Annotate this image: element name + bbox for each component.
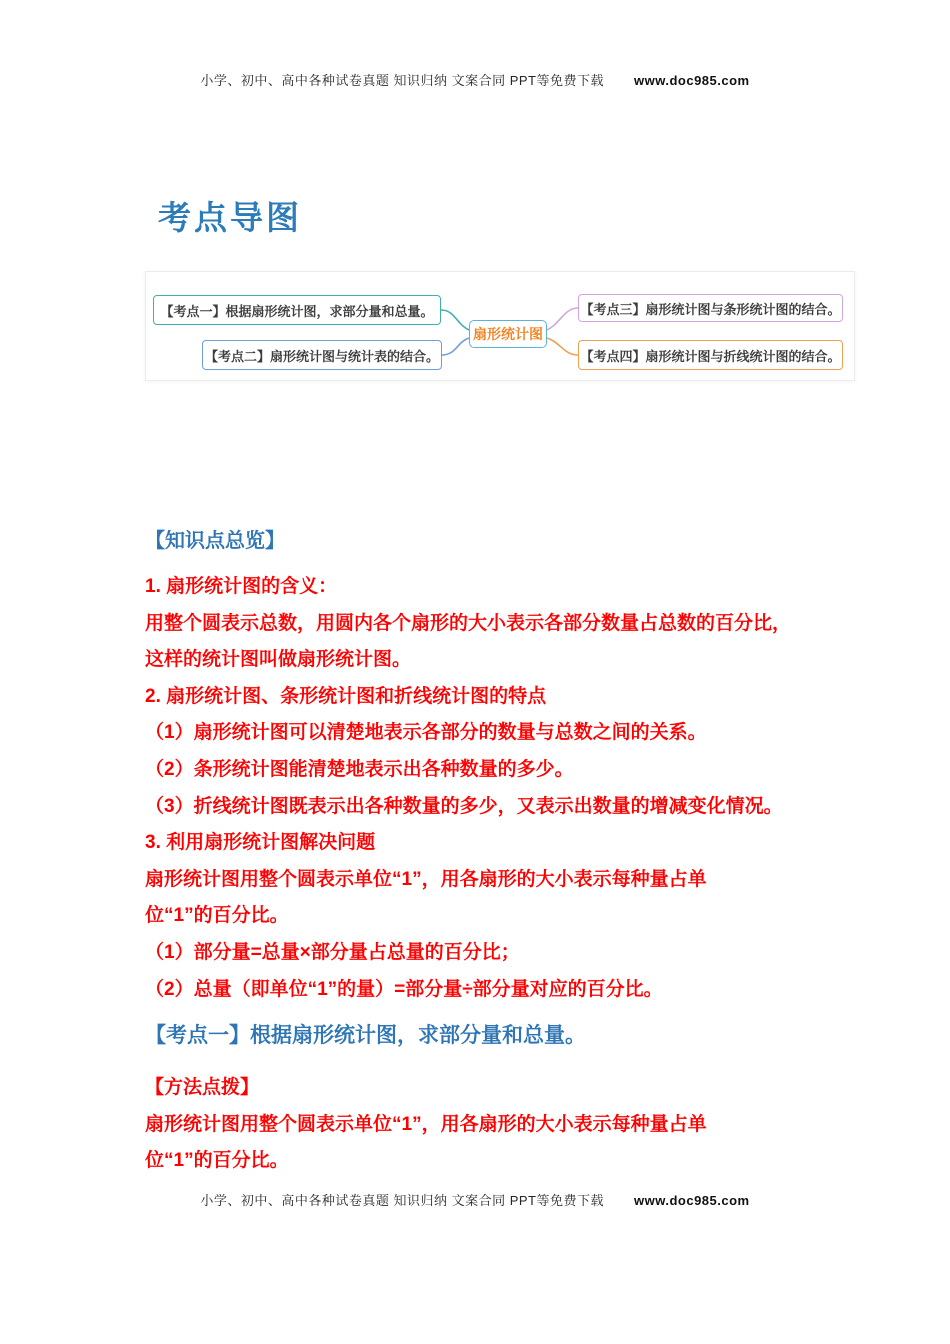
document-body — [145, 524, 835, 1180]
footer-text: 小学、初中、高中各种试卷真题 知识归纳 文案合同 PPT等免费下载 — [200, 1193, 604, 1208]
knowledge-line-3: 这样的统计图叫做扇形统计图。 — [145, 649, 412, 671]
knowledge-line-10: 位“1”的百分比。 — [145, 905, 289, 927]
knowledge-line-5: （1）扇形统计图可以清楚地表示各部分的数量与总数之间的关系。 — [145, 722, 707, 744]
mindmap-node-kaodian3: 【考点三】扇形统计图与条形统计图的结合。 — [578, 294, 843, 322]
knowledge-line-6: （2）条形统计图能清楚地表示出各种数量的多少。 — [145, 758, 574, 780]
page-footer — [0, 1190, 950, 1209]
knowledge-line-1: 1. 扇形统计图的含义： — [145, 576, 338, 597]
connector-kaodian2-line — [442, 338, 469, 355]
header-url: www.doc985.com — [634, 73, 750, 88]
overview-heading: 【知识点总览】 — [145, 530, 285, 552]
method-line-2: 位“1”的百分比。 — [145, 1150, 289, 1172]
method-line-1: 扇形统计图用整个圆表示单位“1”，用各扇形的大小表示每种量占单 — [145, 1113, 707, 1135]
mindmap-card — [145, 271, 855, 381]
knowledge-line-9: 扇形统计图用整个圆表示单位“1”，用各扇形的大小表示每种量占单 — [145, 868, 707, 890]
mindmap-center-node: 扇形统计图 — [469, 320, 547, 348]
knowledge-line-2: 用整个圆表示总数，用圆内各个扇形的大小表示各部分数量占总数的百分比， — [145, 612, 792, 634]
knowledge-line-8: 3. 利用扇形统计图解决问题 — [145, 832, 376, 854]
page-header — [0, 70, 950, 89]
kaodian1-heading: 【考点一】根据扇形统计图，求部分量和总量。 — [145, 1024, 586, 1048]
page-title: 考点导图 — [158, 198, 302, 237]
knowledge-line-7: （3）折线统计图既表示出各种数量的多少，又表示出数量的增减变化情况。 — [145, 795, 783, 817]
knowledge-line-4: 2. 扇形统计图、条形统计图和折线统计图的特点 — [145, 685, 547, 707]
connector-kaodian1-line — [441, 310, 469, 330]
mindmap-node-kaodian4: 【考点四】扇形统计图与折线统计图的结合。 — [578, 340, 843, 370]
mindmap-node-kaodian1: 【考点一】根据扇形统计图，求部分量和总量。 — [153, 295, 441, 325]
footer-url: www.doc985.com — [634, 1193, 750, 1208]
connector-kaodian3-line — [547, 308, 578, 330]
header-text: 小学、初中、高中各种试卷真题 知识归纳 文案合同 PPT等免费下载 — [200, 73, 604, 88]
method-heading: 【方法点拨】 — [145, 1077, 260, 1099]
connector-kaodian4-line — [547, 338, 578, 355]
knowledge-line-11: （1）部分量=总量×部分量占总量的百分比； — [145, 941, 520, 963]
knowledge-line-12: （2）总量（即单位“1”的量）=部分量÷部分量对应的百分比。 — [145, 978, 663, 1000]
mindmap-node-kaodian2: 【考点二】扇形统计图与统计表的结合。 — [202, 340, 442, 370]
